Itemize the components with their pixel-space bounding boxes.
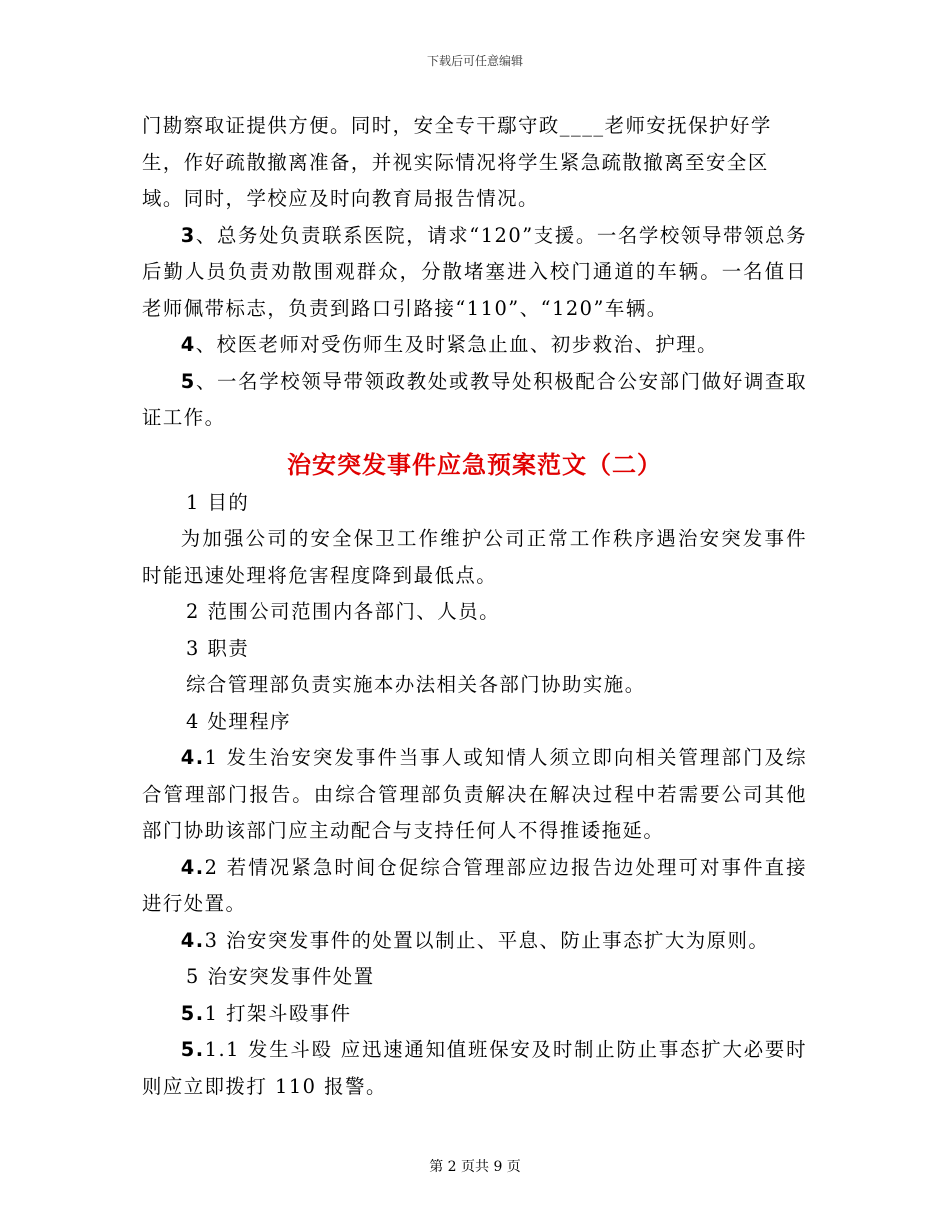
heading-duty: 3 职责 [186,636,250,660]
paragraph-4-2 [142,850,807,923]
item-number: 5 [180,369,196,393]
paragraph-text: 3 治安突发事件的处置以制止、平息、防止事态扩大为原则。 [204,928,770,952]
heading-purpose: 1 目的 [186,490,250,514]
paragraph-5-1 [142,996,807,1033]
paragraph-4-3 [142,923,807,960]
paragraph-text: 、一名学校领导带领政教处或教导处积极配合公安部门做好调查取证工作。 [142,369,807,429]
page-number: 第 2 页共 9 页 [429,1159,521,1175]
item-number: 4. [180,746,205,769]
paragraph-text: 2 若情况紧急时间仓促综合管理部应边报告边处理可对事件直接进行处置。 [142,855,807,915]
paragraph-line: 生，作好疏散撤离准备，并视实际情况将学生紧急疏散撤离至安全区 [142,150,769,174]
paragraph-4-1 [142,740,807,850]
paragraph-text: 1 发生治安突发事件当事人或知情人须立即向相关管理部门及综合管理部门报告。由综合管理部负责解决在解决过程中若需要公司其他部门协助该部门应主动配合与支持任何人不得推诿拖延。 [142,746,807,842]
item-number: 5. [180,1038,205,1061]
heading-handling: 5 治安突发事件处置 [186,965,375,988]
paragraph-duty: 综合管理部负责实施本办法相关各部门协助实施。 [186,673,646,696]
header-note: 下载后可任意编辑 [426,54,523,68]
paragraph-text: 、校医老师对受伤师生及时紧急止血、初步救治、护理。 [195,333,719,356]
paragraph-3 [142,218,807,328]
item-number: 4. [180,855,205,879]
item-number: 5. [180,1001,205,1025]
paragraph-line: 门勘察取证提供方便。同时，安全专干鄢守政____老师安抚保护好学 [142,114,772,137]
document-body [142,108,807,1105]
heading-procedure: 4 处理程序 [186,709,292,733]
paragraph-purpose: 为加强公司的安全保卫工作维护公司正常工作秩序遇治安突发事件时能迅速处理将危害程度降到最低点。 [142,527,807,587]
section-title: 治安突发事件应急预案范文（二） [287,449,662,479]
heading-scope: 2 范围公司范围内各部门、人员。 [186,600,500,623]
item-number: 3 [180,223,196,247]
item-number: 4. [180,928,205,952]
paragraph-5 [142,364,807,437]
paragraph-text: 、总务处负责联系医院，请求“120”支援。一名学校领导带领总务后勤人员负责劝散围观群众，分散堵塞进入校门通道的车辆。一名值日老师佩带标志，负责到路口引路接“110”、“120”车辆。 [142,223,807,320]
paragraph-text: 1 打架斗殴事件 [204,1001,352,1025]
item-number: 4 [180,333,196,356]
paragraph-text: 1.1 发生斗殴 应迅速通知值班保安及时制止防止事态扩大必要时则应立即拨打 110 报警。 [142,1038,807,1098]
paragraph-line: 域。同时，学校应及时向教育局报告情况。 [142,187,539,210]
paragraph-5-1-1 [142,1032,807,1105]
paragraph-4 [142,327,807,364]
